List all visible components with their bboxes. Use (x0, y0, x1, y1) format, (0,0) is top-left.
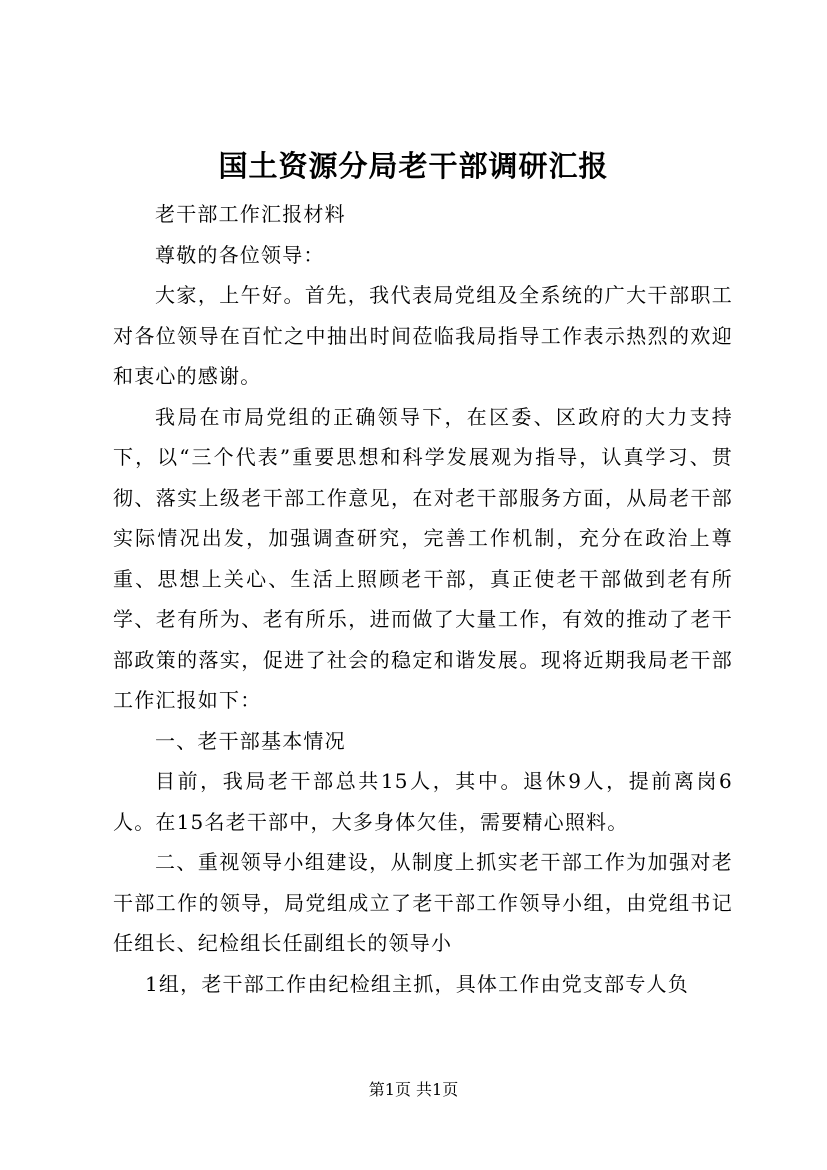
paragraph-basic-info: 目前，我局老干部总共15人，其中。退休9人，提前离岗6人。在15名老干部中，大多身体欠佳，需要精心照料。 (113, 769, 733, 834)
paragraph-salutation: 尊敬的各位领导： (155, 242, 325, 267)
section-heading-1: 一、老干部基本情况 (155, 728, 346, 753)
paragraph-greeting: 大家，上午好。首先，我代表局党组及全系统的广大干部职工对各位领导在百忙之中抽出时间莅临我局指导工作表示热烈的欢迎和衷心的感谢。 (113, 283, 733, 388)
document-title: 国土资源分局老干部调研汇报 (218, 149, 609, 183)
section-heading-2: 二、重视领导小组建设，从制度上抓实老干部工作为加强对老干部工作的领导，局党组成立了老干部工作领导小组，由党组书记任组长、纪检组长任副组长的领导小 (113, 850, 733, 955)
document-body (113, 194, 733, 1004)
paragraph-continuation: 1组，老干部工作由纪检组主抓，具体工作由党支部专人负 (145, 971, 689, 996)
paragraph-overview: 我局在市局党组的正确领导下，在区委、区政府的大力支持下，以“三个代表”重要思想和科学发展观为指导，认真学习、贯彻、落实上级老干部工作意见，在对老干部服务方面，从局老干部实际情况出发，加强调查研究，完善工作机制，充分在政治上尊重、思想上关心、生活上照顾老干部，真正使老干部做到老有所学、老有所为、老有所乐，进而做了大量工作，有效的推动了老干部政策的落实，促进了社会的稳定和谐发展。现将近期我局老干部工作汇报如下： (113, 404, 733, 712)
paragraph-subtitle: 老干部工作汇报材料 (155, 202, 346, 226)
page-footer: 第1页 共1页 (368, 1080, 459, 1099)
